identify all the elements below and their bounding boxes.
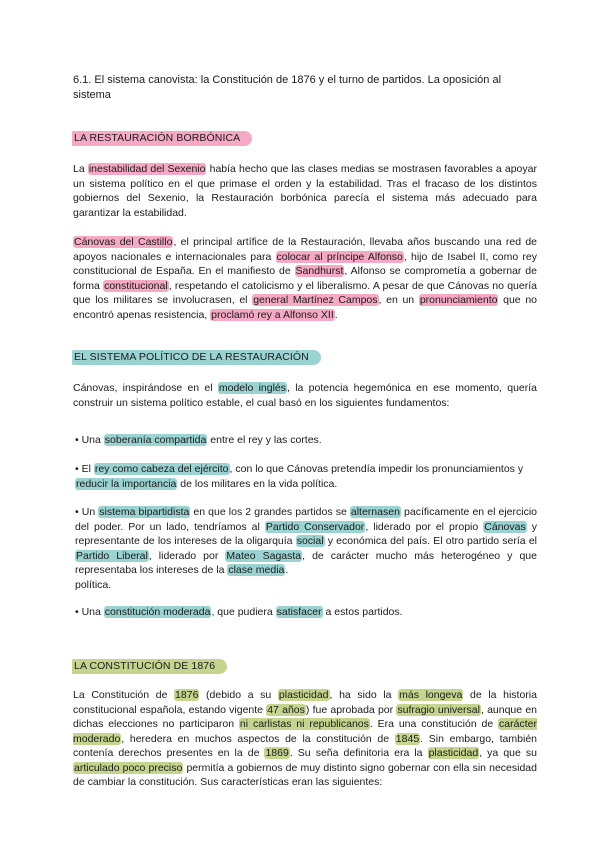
highlighted-term: rey como cabeza del ejército xyxy=(94,463,229,475)
highlighted-term: social xyxy=(296,535,324,547)
highlighted-term: articulado poco preciso xyxy=(74,761,183,774)
section-heading-sistema-politico xyxy=(72,350,321,364)
highlighted-term: 1876 xyxy=(175,689,199,701)
bullet-rey-ejercito: • El rey como cabeza del ejército, con lo que Cánovas pretendía impedir los pronunciamientos y reducir la importancia de los militares en la vida política. xyxy=(75,463,524,490)
highlighted-term: Sandhurst xyxy=(295,265,344,277)
highlighted-term: plasticidad xyxy=(278,689,329,701)
section-heading-restauracion xyxy=(72,131,252,145)
highlighted-term: satisfacer xyxy=(276,606,322,618)
highlighted-term: inestabilidad del Sexenio xyxy=(88,163,206,175)
section-heading-constitucion-text: LA CONSTITUCIÓN DE 1876 xyxy=(72,659,227,674)
section-heading-sistema-politico-text: EL SISTEMA POLÍTICO DE LA RESTAURACIÓN xyxy=(72,350,321,365)
highlighted-term: plasticidad xyxy=(428,747,479,759)
highlighted-term: proclamó rey a Alfonso XII xyxy=(211,308,334,321)
highlighted-term: sufragio universal xyxy=(397,703,480,716)
highlighted-term: soberanía compartida xyxy=(104,434,207,446)
highlighted-term: Cánovas del Castillo xyxy=(74,236,173,248)
highlighted-term: Mateo Sagasta xyxy=(226,549,302,562)
bullet-bipartidismo: • Un sistema bipartidista en que los 2 grandes partidos se alternasen pacíficamente en el ejercicio del poder. Por un lado, tendríamos al Partido Conservador, liderado por el propio Cánovas y representante de los intereses de la oligarquía social y económica del país. El otro partido sería el Partido Liberal, liderado por Mateo Sagasta, de carácter mucho más heterogéneo y que representaba los intereses de la clase media. política. xyxy=(75,506,538,591)
highlighted-term: general Martínez Campos xyxy=(253,294,378,306)
highlighted-term: sistema bipartidista xyxy=(99,506,190,518)
highlighted-term: alternasen xyxy=(350,506,400,518)
paragraph-constitucion-1876: La Constitución de 1876 (debido a su plasticidad, ha sido la más longeva de la historia constitucional española, estando vigente 47 años) fue aprobada por sufragio universal, aunque en dichas elecciones no participaron ni carlistas ni republicanos. Era una constitución de carácter moderado, heredera en muchos aspectos de la constitución de 1845. Sin embargo, también contenía derechos presentes en la de 1869. Su seña definitoria era la plasticidad, ya que su articulado poco preciso permitía a gobiernos de muy distinto signo gobernar con ella sin necesidad de cambiar la constitución. Sus características eran las siguientes: xyxy=(73,689,538,788)
highlighted-term: clase media xyxy=(228,564,285,576)
highlighted-term: Cánovas xyxy=(484,520,526,533)
bullet-soberania: • Una soberanía compartida entre el rey y las cortes. xyxy=(75,434,322,446)
highlighted-term: ni carlistas ni republicanos xyxy=(239,718,369,730)
highlighted-term: modelo inglés xyxy=(218,382,287,394)
highlighted-term: Partido Conservador xyxy=(265,520,365,533)
section-heading-restauracion-text: LA RESTAURACIÓN BORBÓNICA xyxy=(72,131,252,146)
bullet-constitucion-moderada: • Una constitución moderada, que pudiera satisfacer a estos partidos. xyxy=(75,606,403,618)
highlighted-term: 1845 xyxy=(395,732,420,745)
highlighted-term: reducir la importancia xyxy=(76,477,177,490)
highlighted-term: 47 años xyxy=(267,703,305,716)
highlighted-term: más longeva xyxy=(399,689,463,701)
highlighted-term: carácter moderado xyxy=(73,718,537,745)
section-heading-constitucion xyxy=(72,659,227,673)
highlighted-term: pronunciamiento xyxy=(419,294,498,306)
highlighted-term: constitucional xyxy=(104,279,168,292)
highlighted-term: constitución moderada xyxy=(104,606,211,618)
highlighted-term: colocar al príncipe Alfonso xyxy=(276,250,403,263)
highlighted-term: Partido Liberal xyxy=(76,549,148,562)
paragraph-sexenio: La inestabilidad del Sexenio había hecho que las clases medias se mostrasen favorables a apoyar un sistema político en el que primase el orden y la estabilidad. Tras el fracaso de los distintos gobiernos del Sexenio, la Restauración borbónica parecía el sistema más adecuado para garantizar la estabilidad. xyxy=(73,163,537,219)
document-title: 6.1. El sistema canovista: la Constitución de 1876 y el turno de partidos. La oposición al sistema xyxy=(73,74,502,101)
paragraph-modelo-ingles: Cánovas, inspirándose en el modelo inglés, la potencia hegemónica en ese momento, quería construir un sistema político estable, el cual basó en los siguientes fundamentos: xyxy=(73,382,538,409)
paragraph-canovas: Cánovas del Castillo, el principal artífice de la Restauración, llevaba años buscando una red de apoyos nacionales e internacionales para colocar al príncipe Alfonso, hijo de Isabel II, como rey constitucional de España. En el manifiesto de Sandhurst, Alfonso se comprometía a gobernar de forma constitucional, respetando el catolicismo y el liberalismo. A pesar de que Cánovas no quería que los militares se involucrasen, el general Martínez Campos, en un pronunciamiento que no encontró apenas resistencia, proclamó rey a Alfonso XII. xyxy=(73,236,537,321)
highlighted-term: 1869 xyxy=(265,747,289,759)
